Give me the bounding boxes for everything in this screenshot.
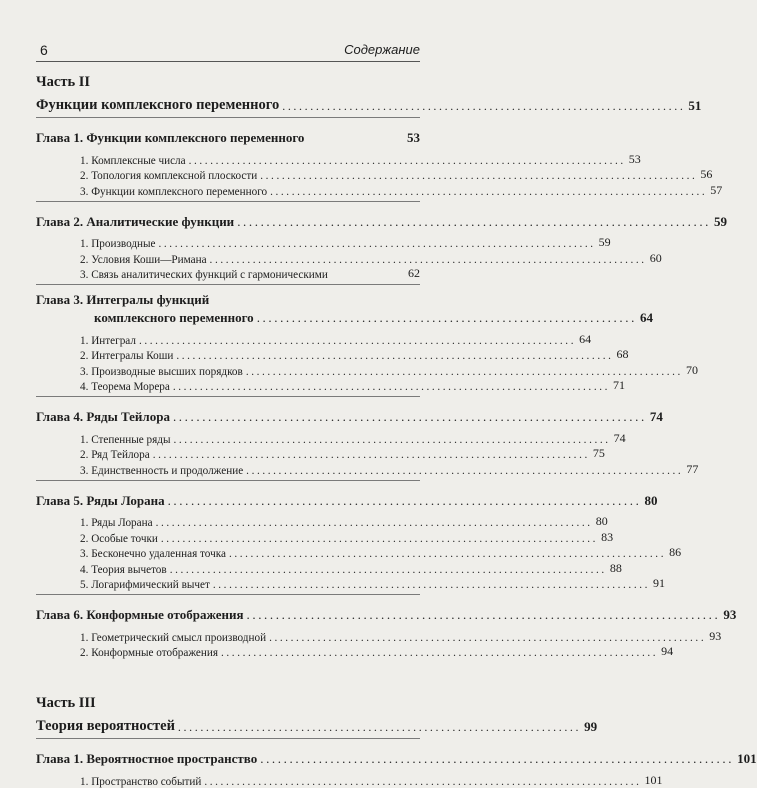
chapter-title: Глава 1. Вероятностное пространство bbox=[36, 751, 258, 766]
chapter-entry[interactable] bbox=[36, 601, 737, 623]
section-page: 57 bbox=[710, 182, 723, 197]
section-entry[interactable] bbox=[36, 772, 663, 788]
section-title: 1. Пространство событий bbox=[80, 775, 202, 788]
section-entry[interactable] bbox=[36, 250, 662, 266]
dot-leader: ................................................................................. bbox=[260, 170, 698, 182]
dot-leader: ................................................................................. bbox=[212, 579, 651, 591]
section-entry[interactable] bbox=[36, 446, 605, 462]
section-page: 86 bbox=[669, 545, 682, 559]
chapter-title: Глава 6. Конформные отображения bbox=[36, 607, 244, 622]
chapter-title: Глава 5. Ряды Лорана bbox=[36, 492, 165, 508]
dot-leader: ................................................................................. bbox=[152, 449, 590, 461]
section-entry[interactable] bbox=[36, 151, 641, 167]
dot-leader: ................................................................................. bbox=[221, 647, 659, 659]
running-title: Содержание bbox=[344, 42, 420, 57]
dot-leader: ................................................................................. bbox=[260, 751, 735, 766]
section-entry[interactable] bbox=[36, 331, 592, 347]
section-page: 53 bbox=[628, 151, 641, 166]
section-page: 70 bbox=[685, 362, 698, 377]
section-entry[interactable] bbox=[36, 235, 611, 251]
section-page: 59 bbox=[598, 235, 611, 249]
part-page: 51 bbox=[688, 98, 702, 113]
part-label: Часть II bbox=[36, 74, 91, 90]
section-page: 101 bbox=[644, 772, 663, 787]
dot-leader: ................................................................................. bbox=[246, 607, 721, 622]
section-page: 80 bbox=[595, 514, 608, 528]
dot-leader: ................................................................................. bbox=[237, 213, 712, 229]
section-title: 2. Топология комплексной плоскости bbox=[80, 170, 258, 182]
section-title: 3. Производные высших порядков bbox=[80, 365, 243, 378]
chapter-page: 80 bbox=[644, 492, 658, 508]
section-title: 2. Конформные отображения bbox=[80, 647, 218, 659]
section-page: 93 bbox=[709, 628, 722, 643]
section-entry[interactable] bbox=[36, 576, 666, 592]
section-entry[interactable] bbox=[36, 266, 420, 282]
part-entry[interactable] bbox=[36, 713, 598, 735]
chapter-page: 53 bbox=[407, 130, 420, 145]
chapter-page: 59 bbox=[714, 213, 728, 229]
part-title: Функции комплексного переменного bbox=[36, 97, 280, 113]
section-title: 5. Логарифмический вычет bbox=[80, 579, 210, 591]
section-page: 74 bbox=[613, 430, 626, 445]
section-title: 4. Теорема Морера bbox=[80, 381, 170, 393]
divider bbox=[36, 201, 420, 202]
section-entry[interactable] bbox=[36, 545, 682, 561]
section-entry[interactable] bbox=[36, 430, 626, 446]
dot-leader: ................................................................................. bbox=[269, 631, 707, 644]
chapter-entry[interactable] bbox=[36, 208, 728, 230]
section-page: 56 bbox=[700, 167, 713, 181]
divider bbox=[36, 480, 420, 481]
section-title: 2. Особые точки bbox=[80, 532, 158, 545]
section-entry[interactable] bbox=[36, 378, 626, 394]
dot-leader: ................................................................................. bbox=[158, 238, 596, 250]
chapter-entry[interactable] bbox=[36, 403, 663, 425]
dot-leader: ........................................................................ bbox=[177, 720, 582, 734]
chapter-title: Глава 2. Аналитические функции bbox=[36, 213, 235, 229]
section-entry[interactable] bbox=[36, 362, 698, 378]
chapter-title-continued bbox=[36, 308, 653, 326]
dot-leader: ................................................................................. bbox=[245, 365, 683, 378]
section-page: 62 bbox=[408, 266, 420, 280]
section-entry[interactable] bbox=[36, 628, 722, 644]
section-title: 4. Теория вычетов bbox=[80, 563, 167, 576]
section-page: 77 bbox=[686, 461, 699, 476]
section-title: 1. Степенные ряды bbox=[80, 433, 171, 446]
section-title: 2. Условия Коши—Римана bbox=[80, 253, 207, 266]
dot-leader: ................................................................................. bbox=[169, 563, 607, 576]
dot-leader: ................................................................................. bbox=[167, 492, 642, 508]
dot-leader: ................................................................................. bbox=[155, 517, 593, 529]
dot-leader: ................................................................................. bbox=[138, 334, 577, 347]
section-page: 91 bbox=[653, 576, 666, 590]
section-title: 2. Ряд Тейлора bbox=[80, 449, 150, 461]
section-page: 68 bbox=[616, 347, 629, 361]
dot-leader: ................................................................................. bbox=[246, 464, 684, 477]
divider bbox=[36, 738, 420, 739]
section-page: 64 bbox=[579, 331, 592, 346]
chapter-entry[interactable] bbox=[36, 124, 420, 146]
section-entry[interactable] bbox=[36, 347, 629, 363]
section-entry[interactable] bbox=[36, 514, 608, 530]
section-title: 1. Интеграл bbox=[80, 334, 136, 347]
chapter-entry[interactable] bbox=[36, 291, 653, 326]
dot-leader: ................................................................................. bbox=[270, 185, 708, 198]
dot-leader: ................................................................................. bbox=[173, 433, 611, 446]
section-entry[interactable] bbox=[36, 644, 674, 660]
section-entry[interactable] bbox=[36, 560, 622, 576]
dot-leader: ................................................................................. bbox=[188, 154, 626, 167]
table-of-contents bbox=[36, 66, 757, 788]
chapter-page: 101 bbox=[737, 751, 757, 766]
section-page: 75 bbox=[592, 446, 605, 460]
dot-leader: ................................................................................. bbox=[209, 253, 647, 266]
dot-leader: ................................................................................. bbox=[172, 409, 647, 424]
chapter-page: 74 bbox=[649, 409, 663, 424]
chapter-entry[interactable] bbox=[36, 745, 757, 767]
section-page: 83 bbox=[601, 529, 614, 544]
section-entry[interactable] bbox=[36, 529, 614, 545]
chapter-page: 93 bbox=[723, 607, 737, 622]
section-title: 3. Функции комплексного переменного bbox=[80, 185, 268, 198]
header-rule bbox=[36, 61, 420, 62]
section-title: 1. Геометрический смысл производной bbox=[80, 631, 267, 644]
section-title: 2. Интегралы Коши bbox=[80, 350, 174, 362]
dot-leader: ................................................................................. bbox=[228, 548, 667, 560]
section-title: 1. Комплексные числа bbox=[80, 154, 186, 167]
page-number: 6 bbox=[40, 42, 48, 58]
divider bbox=[36, 594, 420, 595]
divider bbox=[36, 396, 420, 397]
section-entry[interactable] bbox=[36, 182, 723, 198]
chapter-entry[interactable] bbox=[36, 487, 658, 509]
dot-leader: ................................................................................. bbox=[176, 350, 614, 362]
section-page: 88 bbox=[609, 560, 622, 575]
divider bbox=[36, 117, 420, 118]
dot-leader: ........................................................................ bbox=[282, 99, 686, 113]
part-label: Часть III bbox=[36, 695, 96, 711]
chapter-page: 64 bbox=[639, 310, 653, 325]
section-page: 94 bbox=[661, 644, 674, 658]
section-page: 60 bbox=[649, 250, 662, 265]
dot-leader: ................................................................................. bbox=[160, 532, 599, 545]
section-page: 71 bbox=[613, 378, 626, 392]
section-title: 3. Связь аналитических функций с гармоническими bbox=[80, 269, 328, 281]
section-title: 1. Производные bbox=[80, 238, 156, 250]
section-title: 3. Бесконечно удаленная точка bbox=[80, 548, 226, 560]
part-spacer bbox=[36, 659, 420, 687]
dot-leader: ................................................................. bbox=[256, 310, 637, 325]
dot-leader: ................................................................................. bbox=[204, 775, 642, 788]
part-entry[interactable] bbox=[36, 92, 702, 114]
chapter-title-line2: комплексного переменного bbox=[94, 310, 254, 325]
section-entry[interactable] bbox=[36, 461, 699, 477]
part-title: Теория вероятностей bbox=[36, 718, 175, 734]
dot-leader: ................................................................................. bbox=[172, 381, 611, 393]
part-page: 99 bbox=[584, 719, 598, 734]
section-title: 1. Ряды Лорана bbox=[80, 517, 153, 529]
section-title: 3. Единственность и продолжение bbox=[80, 464, 244, 477]
chapter-title: Глава 3. Интегралы функций bbox=[36, 292, 210, 307]
section-entry[interactable] bbox=[36, 167, 713, 183]
divider bbox=[36, 284, 420, 285]
chapter-title: Глава 4. Ряды Тейлора bbox=[36, 409, 170, 424]
chapter-title: Глава 1. Функции комплексного переменного bbox=[36, 130, 305, 145]
